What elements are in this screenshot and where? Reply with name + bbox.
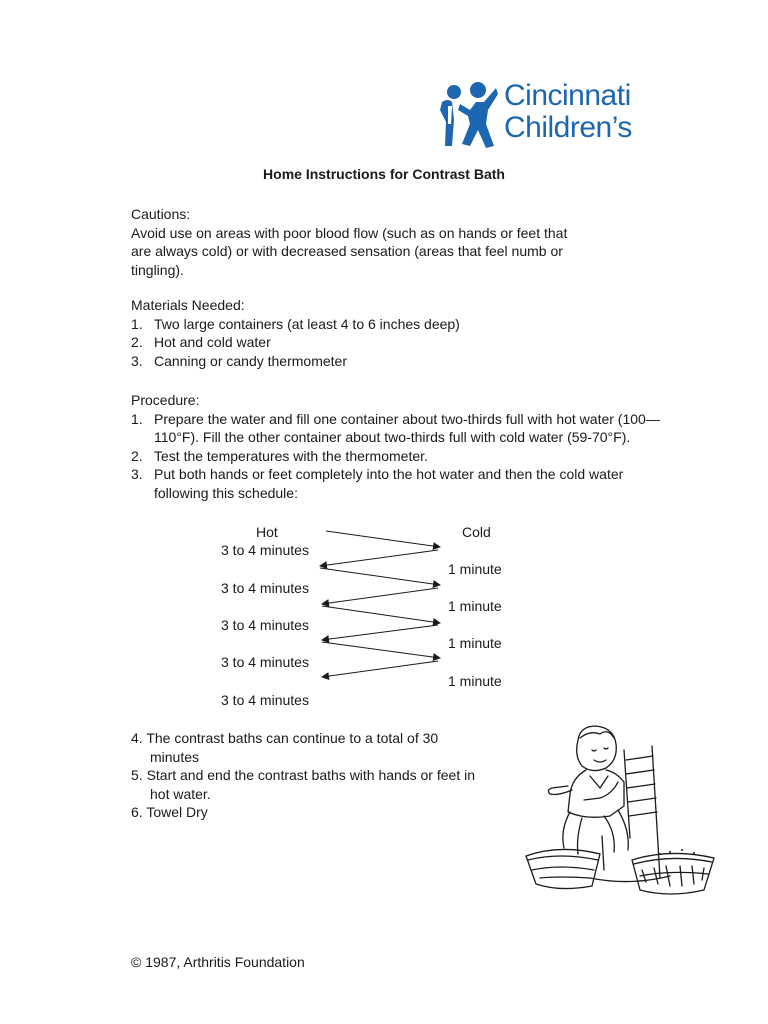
hot-step: 3 to 4 minutes: [221, 654, 309, 670]
list-text: Put both hands or feet completely into the hot water and then the cold water: [154, 466, 624, 483]
list-text: 110°F). Fill the other container about two-thirds full with cold water (59-70°F).: [154, 429, 631, 446]
list-text: Prepare the water and fill one container about two-thirds full with hot water (100—: [154, 410, 660, 427]
arrow-hot-to-cold: [326, 531, 440, 547]
list-text: 5. Start and end the contrast baths with hands or feet in: [131, 767, 475, 784]
hot-step: 3 to 4 minutes: [221, 580, 309, 596]
cold-step: 1 minute: [448, 673, 502, 689]
cautions-line: Avoid use on areas with poor blood flow (such as on hands or feet that: [131, 224, 568, 241]
list-text: Hot and cold water: [154, 334, 271, 351]
list-number: 3.: [131, 466, 143, 483]
materials-heading: Materials Needed:: [131, 297, 245, 313]
additional-steps: [131, 729, 475, 822]
list-text: Two large containers (at least 4 to 6 inches deep): [154, 315, 460, 332]
list-text: Canning or candy thermometer: [154, 352, 347, 369]
list-number: 2.: [131, 334, 143, 351]
list-text: minutes: [150, 748, 200, 765]
arrow-cold-to-hot: [322, 625, 438, 640]
hot-step: 3 to 4 minutes: [221, 692, 309, 708]
arrow-cold-to-hot: [322, 588, 438, 604]
cautions-line: tingling).: [131, 261, 184, 278]
list-text: hot water.: [150, 785, 211, 802]
cold-step: 1 minute: [448, 598, 502, 614]
logo-line-1: Cincinnati: [504, 79, 631, 112]
arrow-hot-to-cold: [322, 642, 440, 658]
hot-step: 3 to 4 minutes: [221, 617, 309, 633]
cautions-heading: Cautions:: [131, 206, 191, 222]
arrow-hot-to-cold: [320, 568, 440, 585]
list-number: 3.: [131, 352, 143, 369]
hot-label: Hot: [256, 524, 278, 540]
list-text: 4. The contrast baths can continue to a total of 30: [131, 730, 439, 746]
cold-label: Cold: [462, 524, 491, 540]
logo-line-2: Children’s: [504, 111, 632, 144]
page-title: Home Instructions for Contrast Bath: [263, 166, 505, 182]
list-item: [131, 766, 475, 803]
list-number: 1.: [131, 315, 143, 332]
list-text: Test the temperatures with the thermometer.: [154, 447, 428, 464]
list-number: 2.: [131, 447, 143, 464]
hot-step: 3 to 4 minutes: [221, 542, 309, 558]
list-text: 6. Towel Dry: [131, 804, 208, 821]
copyright-footer: © 1987, Arthritis Foundation: [131, 954, 305, 970]
procedure-heading: Procedure:: [131, 392, 200, 408]
arrow-hot-to-cold: [322, 606, 440, 623]
list-text: following this schedule:: [154, 484, 298, 501]
list-item: [131, 729, 475, 766]
arrow-cold-to-hot: [320, 550, 438, 566]
list-item: [131, 803, 475, 822]
cold-step: 1 minute: [448, 561, 502, 577]
cold-step: 1 minute: [448, 635, 502, 651]
arrow-cold-to-hot: [322, 661, 438, 677]
list-number: 1.: [131, 410, 143, 427]
cautions-line: are always cold) or with decreased sensation (areas that feel numb or: [131, 243, 563, 260]
boy-soaking-feet-in-basins-illustration: [520, 720, 720, 898]
